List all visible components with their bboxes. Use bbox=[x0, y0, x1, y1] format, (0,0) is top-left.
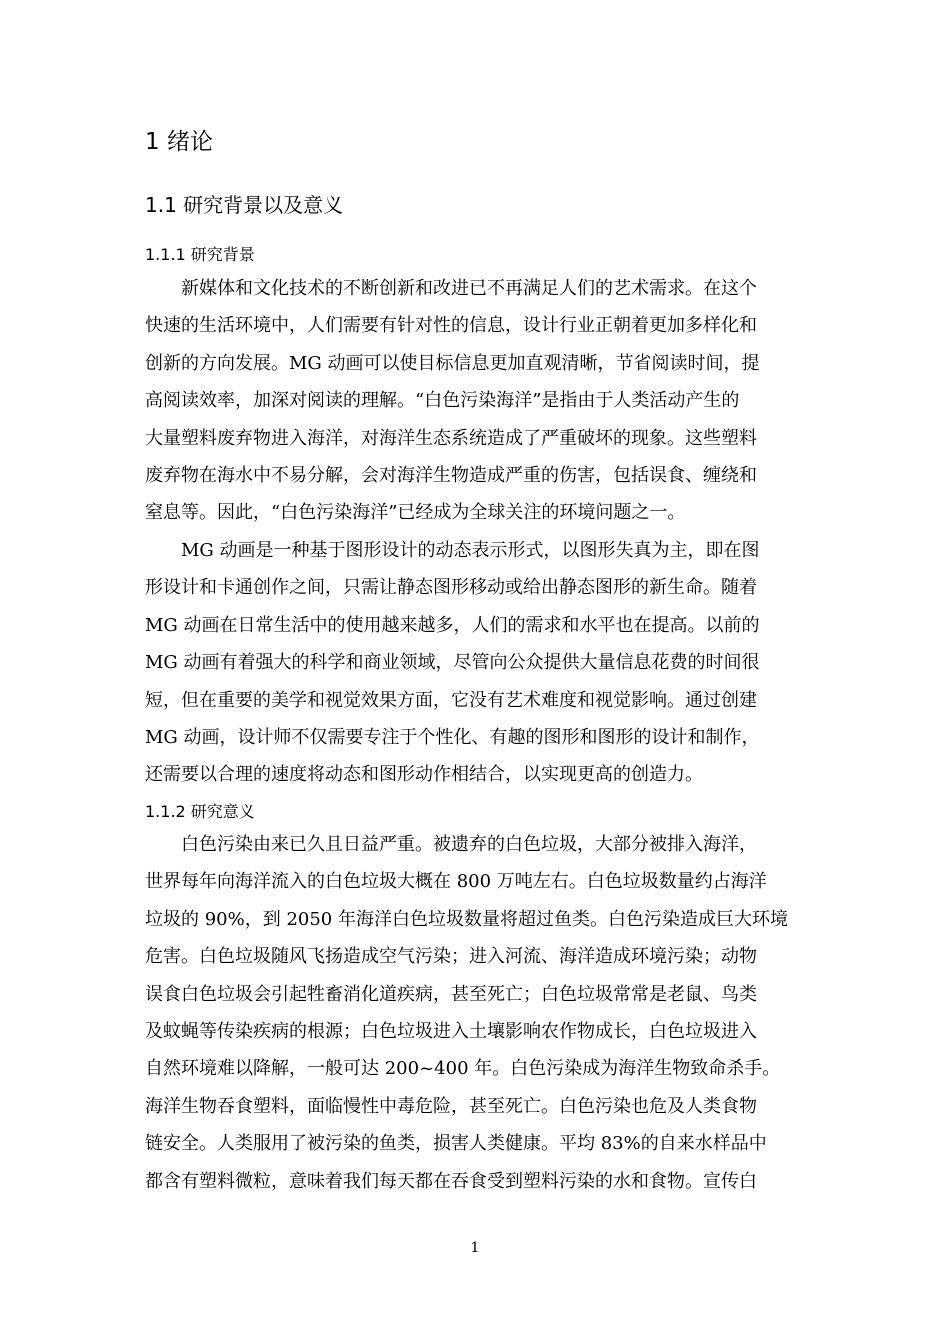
text-line: 窒息等。因此，“白色污染海洋”已经成为全球关注的环境问题之一。 bbox=[145, 502, 686, 524]
text-line: 都含有塑料微粒，意味着我们每天都在吞食受到塑料污染的水和食物。宣传白 bbox=[145, 1170, 757, 1192]
text-line: 新媒体和文化技术的不断创新和改进已不再满足人们的艺术需求。在这个 bbox=[181, 278, 757, 299]
chapter-heading: 1 绪论 bbox=[145, 129, 213, 155]
text-line: 世界每年向海洋流入的白色垃圾大概在 800 万吨左右。白色垃圾数量约占海洋 bbox=[145, 871, 767, 893]
text-line: 还需要以合理的速度将动态和图形动作相结合，以实现更高的创造力。 bbox=[145, 764, 703, 786]
text-line: 垃圾的 90%，到 2050 年海洋白色垃圾数量将超过鱼类。白色污染造成巨大环境 bbox=[145, 908, 788, 930]
text-line: 白色污染由来已久且日益严重。被遗弃的白色垃圾，大部分被排入海洋， bbox=[181, 834, 757, 855]
text-line: 短，但在重要的美学和视觉效果方面，它没有艺术难度和视觉影响。通过创建 bbox=[145, 689, 757, 711]
text-line: 误食白色垃圾会引起牲畜消化道疾病，甚至死亡；白色垃圾常常是老鼠、鸟类 bbox=[145, 983, 757, 1005]
subsection-heading-significance: 1.1.2 研究意义 bbox=[145, 802, 255, 821]
page-number: 1 bbox=[470, 1240, 480, 1256]
text-line: 快速的生活环境中，人们需要有针对性的信息，设计行业正朝着更加多样化和 bbox=[145, 315, 757, 337]
section-heading: 1.1 研究背景以及意义 bbox=[145, 193, 344, 217]
text-line: MG 动画，设计师不仅需要专注于个性化、有趣的图形和图形的设计和制作， bbox=[145, 726, 760, 748]
text-line: 形设计和卡通创作之间，只需让静态图形移动或给出静态图形的新生命。随着 bbox=[145, 577, 757, 599]
background-paragraph-1 bbox=[145, 270, 805, 532]
background-paragraph-2 bbox=[145, 532, 805, 794]
subsection-heading-background: 1.1.1 研究背景 bbox=[145, 245, 255, 264]
text-line: 及蚊蝇等传染疾病的根源；白色垃圾进入土壤影响农作物成长，白色垃圾进入 bbox=[145, 1020, 757, 1042]
text-line: MG 动画是一种基于图形设计的动态表示形式，以图形失真为主，即在图 bbox=[181, 540, 760, 561]
text-line: 高阅读效率，加深对阅读的理解。“白色污染海洋”是指由于人类活动产生的 bbox=[145, 390, 740, 412]
text-line: MG 动画在日常生活中的使用越来越多，人们的需求和水平也在提高。以前的 bbox=[145, 614, 760, 636]
text-line: 创新的方向发展。MG 动画可以使目标信息更加直观清晰，节省阅读时间，提 bbox=[145, 352, 760, 374]
significance-paragraph-1 bbox=[145, 826, 805, 1200]
text-line: 危害。白色垃圾随风飞扬造成空气污染；进入河流、海洋造成环境污染；动物 bbox=[145, 946, 757, 968]
text-line: 海洋生物吞食塑料，面临慢性中毒危险，甚至死亡。白色污染也危及人类食物 bbox=[145, 1095, 757, 1117]
text-line: 废弃物在海水中不易分解，会对海洋生物造成严重的伤害，包括误食、缠绕和 bbox=[145, 464, 757, 486]
text-line: MG 动画有着强大的科学和商业领域，尽管向公众提供大量信息花费的时间很 bbox=[145, 652, 760, 674]
text-line: 大量塑料废弃物进入海洋，对海洋生态系统造成了严重破坏的现象。这些塑料 bbox=[145, 427, 757, 449]
text-line: 链安全。人类服用了被污染的鱼类，损害人类健康。平均 83%的自来水样品中 bbox=[145, 1133, 767, 1155]
text-line: 自然环境难以降解，一般可达 200~400 年。白色污染成为海洋生物致命杀手。 bbox=[145, 1058, 781, 1080]
